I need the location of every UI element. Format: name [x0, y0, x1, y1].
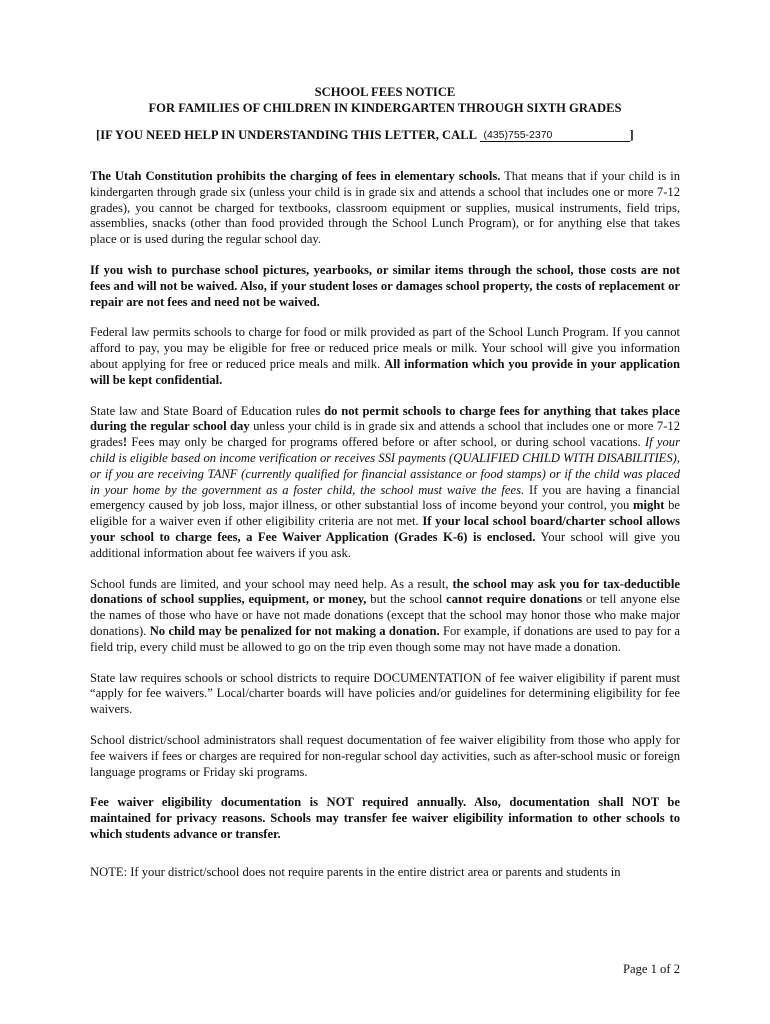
title-line-2: FOR FAMILIES OF CHILDREN IN KINDERGARTEN THROUGH SIXTH GRADES: [148, 101, 622, 115]
p4-b3: might: [632, 498, 665, 513]
help-line: [90, 127, 680, 143]
paragraph-note: NOTE: If your district/school does not require parents in the entire district area or parents and students in: [90, 864, 621, 879]
p3-bold: All information which you provide in your application will be kept confidential.: [90, 356, 680, 387]
p4-b4: If your local school board/charter school allows your school to charge fees, a Fee Waiver Application (Grades K-6) is enclosed.: [90, 514, 680, 544]
p4-t5: be eligible for a waiver even if other eligibility criteria are not met.: [90, 498, 680, 529]
paragraph-donations: [90, 577, 680, 656]
p4-i1: If your child is eligible based on income verification or receives SSI payments (QUALIFIED CHILD WITH DISABILITIES), or if you are receiving TANF (currently qualified for financial assistance or food stamps) or if the child was placed in your home by the government as a foster child, the school must waive the fees.: [90, 435, 680, 497]
paragraph-documentation: State law requires schools or school districts to require DOCUMENTATION of fee waiver eligibility if parent must “apply for fee waivers.” Local/charter boards will have policies and/or guidelines for determining eligibility for fee waivers.: [90, 670, 680, 717]
p8-bold: Fee waiver eligibility documentation is NOT required annually. Also, documentation shall NOT be maintained for privacy reasons. Schools may transfer fee waiver eligibility information to other schools to which students advance or transfer.: [90, 795, 680, 841]
p5-t2: but the school: [366, 592, 447, 607]
page-number: Page 1 of 2: [622, 962, 680, 976]
paragraph-state-law: [90, 404, 680, 562]
help-prefix: [IF YOU NEED HELP IN UNDERSTANDING THIS LETTER, CALL: [96, 128, 480, 142]
p2-bold: If you wish to purchase school pictures, yearbooks, or similar items through the school, those costs are not fees and will not be waived. Also, if your student loses or damages school property, the costs of replacement or repair are not fees and need not be waived.: [90, 262, 680, 309]
paragraph-constitution: [90, 169, 680, 248]
p4-t4: If you are having a financial emergency caused by job loss, major illness, or other substantial loss of income beyond your control, you: [90, 482, 680, 513]
p4-t2: unless your child is in grade six and attends a school that includes one or more 7-12 grades: [90, 419, 681, 450]
paragraph-administrators: School district/school administrators shall request documentation of fee waiver eligibility from those who apply for fee waivers if fees or charges are required for non-regular school day activities, such as after-school music or foreign language programs or Friday ski programs.: [90, 732, 680, 779]
p5-t1: School funds are limited, and your school may need help. As a result,: [90, 576, 453, 591]
paragraph-not-annual: [90, 795, 680, 842]
p5-b3: No child may be penalized for not making a donation.: [149, 623, 440, 638]
help-suffix: ]: [629, 128, 634, 142]
p4-b1: do not permit schools to charge fees for anything that takes place during the regular school day: [90, 403, 680, 434]
p4-t3: Fees may only be charged for programs offered before or after school, or during school vacations.: [127, 435, 645, 450]
p1-bold: The Utah Constitution prohibits the charging of fees in elementary schools.: [90, 169, 501, 183]
p1-text: That means that if your child is in kindergarten through grade six (unless your child is in grade six and attends a school that includes one or more 7-12 grades), you cannot be charged for textbooks, classroom equipment or supplies, musical instruments, field trips, assemblies, snacks (other than food provided through the School Lunch Program), or for anything else that takes place or is used during the regular school day.: [90, 169, 680, 247]
title-line-1: SCHOOL FEES NOTICE: [314, 85, 456, 99]
paragraph-purchases: [90, 263, 680, 310]
p3-text: Federal law permits schools to charge for food or milk provided as part of the School Lunch Program. If you cannot afford to pay, you may be eligible for free or reduced price meals or milk. Your school will give you information about applying for free or reduced price meals and milk.: [90, 325, 680, 371]
p5-t4: For example, if donations are used to pay for a field trip, every child must be allowed to go on the trip even though some may not have made a donation.: [90, 623, 680, 654]
document-page: [90, 84, 680, 895]
paragraph-federal-law: [90, 325, 680, 388]
p4-t1: State law and State Board of Education rules: [90, 403, 325, 418]
p5-t3: or tell anyone else the names of those who have or have not made donations (except that the school may honor those who make major donations).: [90, 592, 680, 638]
p5-b1: the school may ask you for tax-deductible donations of school supplies, equipment, or money,: [90, 576, 680, 607]
p5-b2: cannot require donations: [446, 592, 583, 607]
p4-t6: Your school will give you additional information about fee waivers if you ask.: [90, 529, 680, 560]
help-phone-number: (435)755-2370: [480, 129, 630, 142]
p4-b2: !: [122, 435, 128, 450]
